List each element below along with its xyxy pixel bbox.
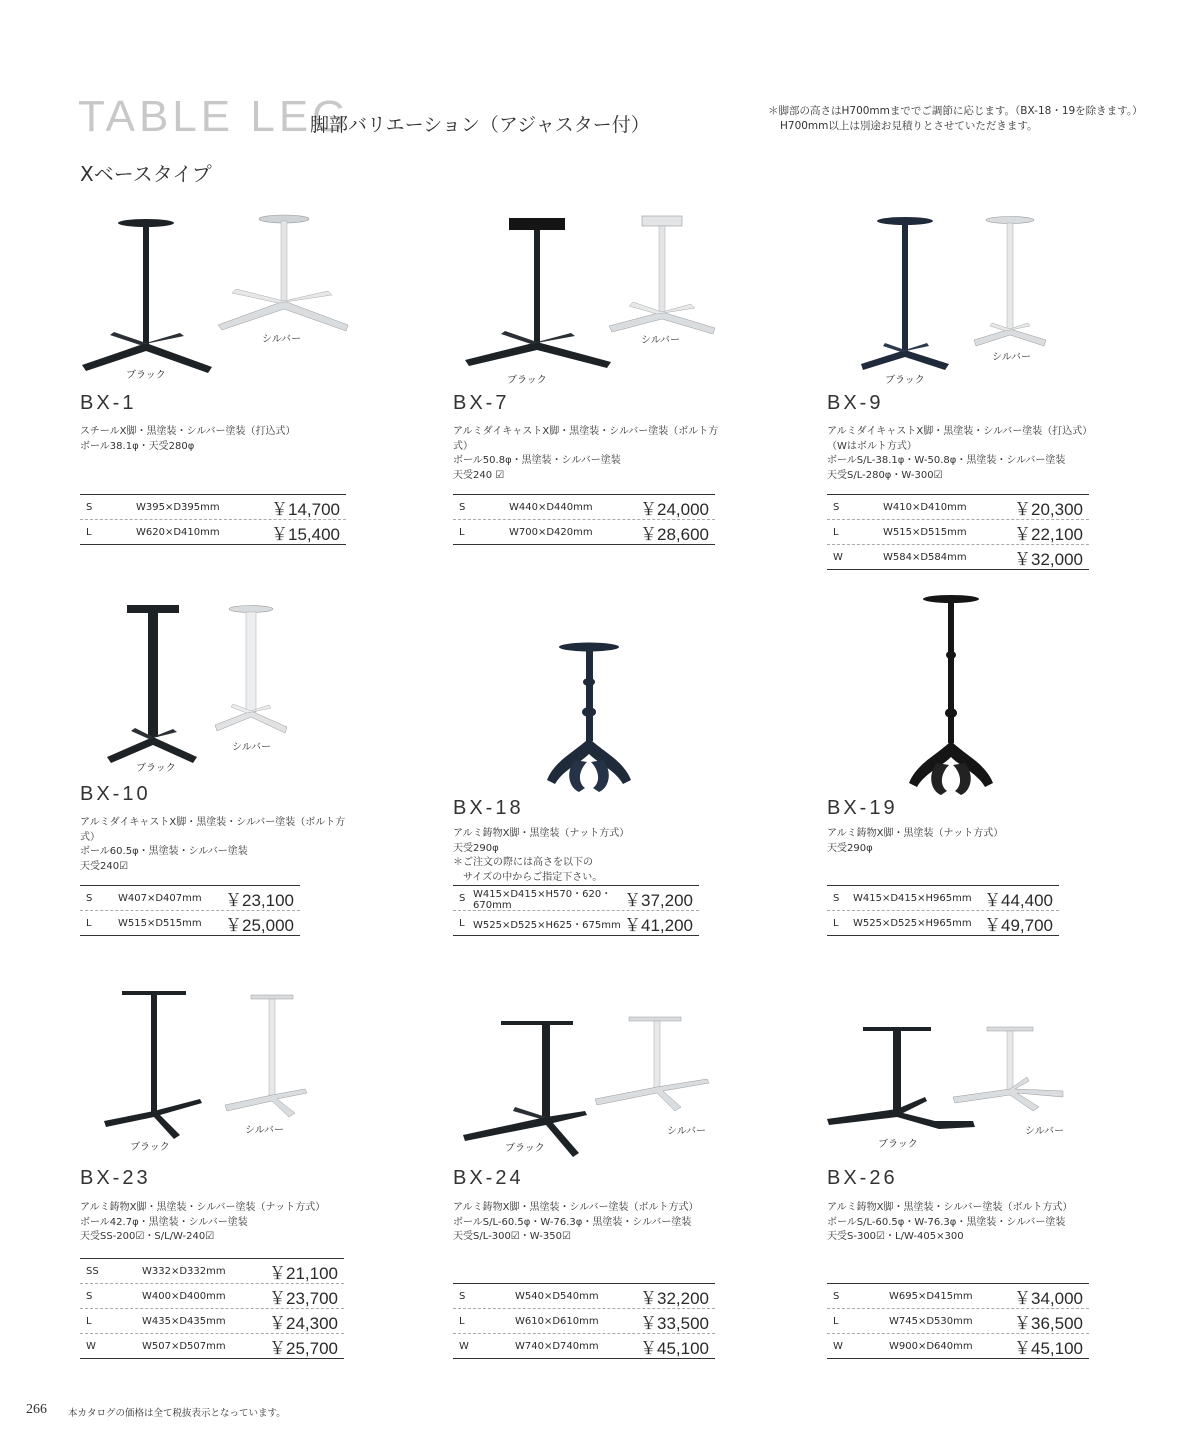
bx-10-black-leg-image bbox=[105, 605, 200, 769]
price-row bbox=[80, 911, 300, 935]
height-note-line2: H700mm以上は別途お見積りとさせていただきます。 bbox=[780, 120, 1038, 132]
size-cell: S bbox=[833, 501, 840, 513]
dimension-cell: W515×D515mm bbox=[883, 526, 967, 538]
price-row bbox=[827, 911, 1059, 935]
price-row bbox=[827, 1334, 1089, 1358]
price-row bbox=[827, 545, 1089, 569]
size-cell: L bbox=[459, 917, 465, 929]
price-row bbox=[827, 1284, 1089, 1309]
price-cell: ￥23,100 bbox=[225, 890, 294, 910]
price-cell: ￥24,000 bbox=[640, 499, 709, 519]
bx-26-silver-leg-image bbox=[953, 1025, 1068, 1129]
price-cell: ￥20,300 bbox=[1014, 499, 1083, 519]
bx-23-silver-caption: シルバー bbox=[245, 1125, 285, 1136]
size-cell: L bbox=[86, 526, 92, 538]
price-cell: ￥15,400 bbox=[271, 524, 340, 544]
dimension-cell: W415×D415×H570・620・670mm bbox=[473, 889, 612, 911]
price-table bbox=[827, 1283, 1089, 1359]
height-note bbox=[768, 104, 1143, 134]
dimension-cell: W540×D540mm bbox=[515, 1290, 599, 1302]
bx-10-silver-leg-image bbox=[213, 605, 293, 744]
price-cell: ￥33,500 bbox=[640, 1313, 709, 1333]
size-cell: S bbox=[86, 1290, 93, 1302]
price-cell: ￥28,600 bbox=[640, 524, 709, 544]
price-table bbox=[80, 1258, 344, 1359]
price-row bbox=[453, 520, 715, 544]
price-cell: ￥45,100 bbox=[1014, 1338, 1083, 1358]
size-cell: L bbox=[459, 1315, 465, 1327]
page-title: TABLE LEG bbox=[78, 92, 351, 141]
bx-7-black-leg-image bbox=[461, 216, 611, 380]
price-cell: ￥44,400 bbox=[984, 890, 1053, 910]
bx-24-silver-leg-image bbox=[595, 1015, 715, 1119]
product-description: アルミダイキャストX脚・黒塗装・シルバー塗装（打込式） （Wはボルト方式） ボールS/L-38.1φ・W-50.8φ・黒塗装・シルバー塗装 天受S/L-280φ・W-300☑ bbox=[827, 426, 1093, 481]
size-cell: S bbox=[833, 1290, 840, 1302]
price-row bbox=[80, 520, 346, 544]
price-table bbox=[80, 885, 300, 936]
dimension-cell: W695×D415mm bbox=[889, 1290, 973, 1302]
product-bx-24 bbox=[453, 985, 723, 1365]
dimension-cell: W700×D420mm bbox=[509, 526, 593, 538]
product-name: BX-23 bbox=[80, 1167, 151, 1189]
price-cell: ￥25,700 bbox=[269, 1338, 338, 1358]
price-cell: ￥21,100 bbox=[269, 1263, 338, 1283]
size-cell: L bbox=[833, 1315, 839, 1327]
bx-10-silver-caption: シルバー bbox=[232, 742, 272, 753]
bx-9-silver-leg-image bbox=[972, 216, 1052, 360]
dimension-cell: W740×D740mm bbox=[515, 1340, 599, 1352]
price-row bbox=[827, 495, 1089, 520]
size-cell: W bbox=[459, 1340, 469, 1352]
price-cell: ￥49,700 bbox=[984, 915, 1053, 935]
product-bx-18 bbox=[453, 640, 723, 940]
price-table bbox=[827, 885, 1059, 936]
dimension-cell: W507×D507mm bbox=[142, 1340, 226, 1352]
section-subtitle: Xベースタイプ bbox=[80, 162, 212, 186]
size-cell: L bbox=[833, 917, 839, 929]
price-row bbox=[453, 1284, 715, 1309]
dimension-cell: W900×D640mm bbox=[889, 1340, 973, 1352]
bx-23-black-caption: ブラック bbox=[130, 1142, 170, 1153]
price-cell: ￥41,200 bbox=[624, 915, 693, 935]
dimension-cell: W410×D410mm bbox=[883, 501, 967, 513]
price-cell: ￥22,100 bbox=[1014, 524, 1083, 544]
size-cell: S bbox=[459, 1290, 466, 1302]
price-row bbox=[80, 1259, 344, 1284]
dimension-cell: W610×D610mm bbox=[515, 1315, 599, 1327]
size-cell: S bbox=[459, 501, 466, 513]
dimension-cell: W620×D410mm bbox=[136, 526, 220, 538]
size-cell: W bbox=[86, 1340, 96, 1352]
price-row bbox=[80, 1309, 344, 1334]
product-name: BX-18 bbox=[453, 797, 524, 819]
price-row bbox=[80, 1284, 344, 1309]
price-row bbox=[453, 495, 715, 520]
product-name: BX-19 bbox=[827, 797, 898, 819]
page-title-jp: 脚部バリエーション（アジャスター付） bbox=[310, 114, 650, 136]
size-cell: S bbox=[86, 501, 93, 513]
product-description: アルミダイキャストX脚・黒塗装・シルバー塗装（ボルト方式） ボール50.8φ・黒塗装・シルバー塗装 天受240 ☑ bbox=[453, 426, 719, 481]
bx-18-leg-image bbox=[545, 642, 635, 806]
product-name: BX-10 bbox=[80, 783, 151, 805]
price-table bbox=[80, 494, 346, 545]
product-name: BX-1 bbox=[80, 392, 137, 414]
dimension-cell: W407×D407mm bbox=[118, 892, 202, 904]
price-cell: ￥23,700 bbox=[269, 1288, 338, 1308]
price-cell: ￥37,200 bbox=[624, 890, 693, 910]
dimension-cell: W395×D395mm bbox=[136, 501, 220, 513]
dimension-cell: W332×D332mm bbox=[142, 1265, 226, 1277]
dimension-cell: W525×D525×H965mm bbox=[853, 917, 972, 929]
product-bx-10 bbox=[80, 595, 350, 945]
product-name: BX-26 bbox=[827, 1167, 898, 1189]
bx-9-black-leg-image bbox=[857, 216, 957, 380]
product-description: アルミ鋳物X脚・黒塗装・シルバー塗装（ナット方式） ボール42.7φ・黒塗装・シルバー塗装 天受SS-200☑・S/L/W-240☑ bbox=[80, 1202, 326, 1242]
product-bx-1 bbox=[80, 210, 350, 550]
bx-24-black-leg-image bbox=[461, 1019, 586, 1153]
price-row bbox=[453, 1334, 715, 1358]
height-note-line1: ＊脚部の高さはH700mmまででご調節に応じます。（BX-18・19を除きます。） bbox=[768, 105, 1143, 117]
price-row bbox=[827, 886, 1059, 911]
bx-1-black-leg-image bbox=[80, 215, 220, 379]
product-description: アルミダイキャストX脚・黒塗装・シルバー塗装（ボルト方式） ボール60.5φ・黒塗装・シルバー塗装 天受240☑ bbox=[80, 817, 346, 872]
bx-23-silver-leg-image bbox=[223, 993, 313, 1127]
bx-10-black-caption: ブラック bbox=[136, 763, 176, 774]
bx-9-silver-caption: シルバー bbox=[992, 352, 1032, 363]
price-cell: ￥45,100 bbox=[640, 1338, 709, 1358]
product-bx-23 bbox=[80, 985, 350, 1365]
page-number: 266 bbox=[26, 1402, 47, 1417]
product-description: スチールX脚・黒塗装・シルバー塗装（打込式） ボール38.1φ・天受280φ bbox=[80, 426, 296, 452]
bx-7-silver-caption: シルバー bbox=[641, 335, 681, 346]
product-bx-7 bbox=[453, 210, 723, 550]
bx-7-silver-leg-image bbox=[609, 214, 724, 348]
tax-note: 本カタログの価格は全て税抜表示となっています。 bbox=[68, 1408, 286, 1419]
dimension-cell: W584×D584mm bbox=[883, 551, 967, 563]
price-cell: ￥34,000 bbox=[1014, 1288, 1083, 1308]
size-cell: L bbox=[86, 1315, 92, 1327]
price-row bbox=[827, 520, 1089, 545]
price-cell: ￥25,000 bbox=[225, 915, 294, 935]
product-description: アルミ鋳物X脚・黒塗装（ナット方式） 天受290φ ＊ご注文の際には高さを以下の サイズの中からご指定下さい。 bbox=[453, 828, 630, 883]
size-cell: S bbox=[833, 892, 840, 904]
dimension-cell: W415×D415×H965mm bbox=[853, 892, 972, 904]
product-bx-26 bbox=[827, 985, 1097, 1365]
price-table bbox=[827, 494, 1089, 570]
product-bx-9 bbox=[827, 210, 1097, 580]
dimension-cell: W745×D530mm bbox=[889, 1315, 973, 1327]
bx-1-silver-caption: シルバー bbox=[262, 334, 302, 345]
bx-7-black-caption: ブラック bbox=[507, 375, 547, 386]
product-name: BX-9 bbox=[827, 392, 884, 414]
price-cell: ￥36,500 bbox=[1014, 1313, 1083, 1333]
bx-26-black-caption: ブラック bbox=[878, 1139, 918, 1150]
product-name: BX-7 bbox=[453, 392, 510, 414]
bx-26-silver-caption: シルバー bbox=[1025, 1126, 1065, 1137]
price-row bbox=[80, 886, 300, 911]
bx-19-leg-image bbox=[907, 595, 997, 804]
dimension-cell: W515×D515mm bbox=[118, 917, 202, 929]
bx-9-black-caption: ブラック bbox=[885, 375, 925, 386]
price-cell: ￥24,300 bbox=[269, 1313, 338, 1333]
price-table bbox=[453, 494, 715, 545]
price-cell: ￥14,700 bbox=[271, 499, 340, 519]
product-description: アルミ鋳物X脚・黒塗装・シルバー塗装（ボルト方式） ボールS/L-60.5φ・W-76.3φ・黒塗装・シルバー塗装 天受S-300☑・L/W-405×300 bbox=[827, 1202, 1073, 1242]
price-cell: ￥32,200 bbox=[640, 1288, 709, 1308]
price-row bbox=[80, 1334, 344, 1358]
bx-24-black-caption: ブラック bbox=[505, 1143, 545, 1154]
price-row bbox=[827, 1309, 1089, 1334]
size-cell: L bbox=[833, 526, 839, 538]
dimension-cell: W440×D440mm bbox=[509, 501, 593, 513]
size-cell: L bbox=[86, 917, 92, 929]
bx-1-black-caption: ブラック bbox=[126, 370, 166, 381]
price-row bbox=[453, 1309, 715, 1334]
size-cell: SS bbox=[86, 1265, 99, 1277]
dimension-cell: W435×D435mm bbox=[142, 1315, 226, 1327]
price-cell: ￥32,000 bbox=[1014, 549, 1083, 569]
size-cell: L bbox=[459, 526, 465, 538]
product-description: アルミ鋳物X脚・黒塗装（ナット方式） 天受290φ bbox=[827, 828, 1004, 854]
dimension-cell: W525×D525×H625・675mm bbox=[473, 919, 621, 931]
bx-24-silver-caption: シルバー bbox=[667, 1126, 707, 1137]
dimension-cell: W400×D400mm bbox=[142, 1290, 226, 1302]
product-description: アルミ鋳物X脚・黒塗装・シルバー塗装（ボルト方式） ボールS/L-60.5φ・W-76.3φ・黒塗装・シルバー塗装 天受S/L-300☑・W-350☑ bbox=[453, 1202, 699, 1242]
bx-1-silver-leg-image bbox=[218, 213, 353, 342]
size-cell: W bbox=[833, 551, 843, 563]
bx-23-black-leg-image bbox=[100, 989, 210, 1153]
product-name: BX-24 bbox=[453, 1167, 524, 1189]
size-cell: S bbox=[459, 892, 466, 904]
size-cell: W bbox=[833, 1340, 843, 1352]
product-bx-19 bbox=[827, 595, 1097, 940]
price-table bbox=[453, 1283, 715, 1359]
price-table bbox=[453, 885, 699, 936]
size-cell: S bbox=[86, 892, 93, 904]
price-row bbox=[453, 911, 699, 935]
price-row bbox=[453, 886, 699, 911]
price-row bbox=[80, 495, 346, 520]
